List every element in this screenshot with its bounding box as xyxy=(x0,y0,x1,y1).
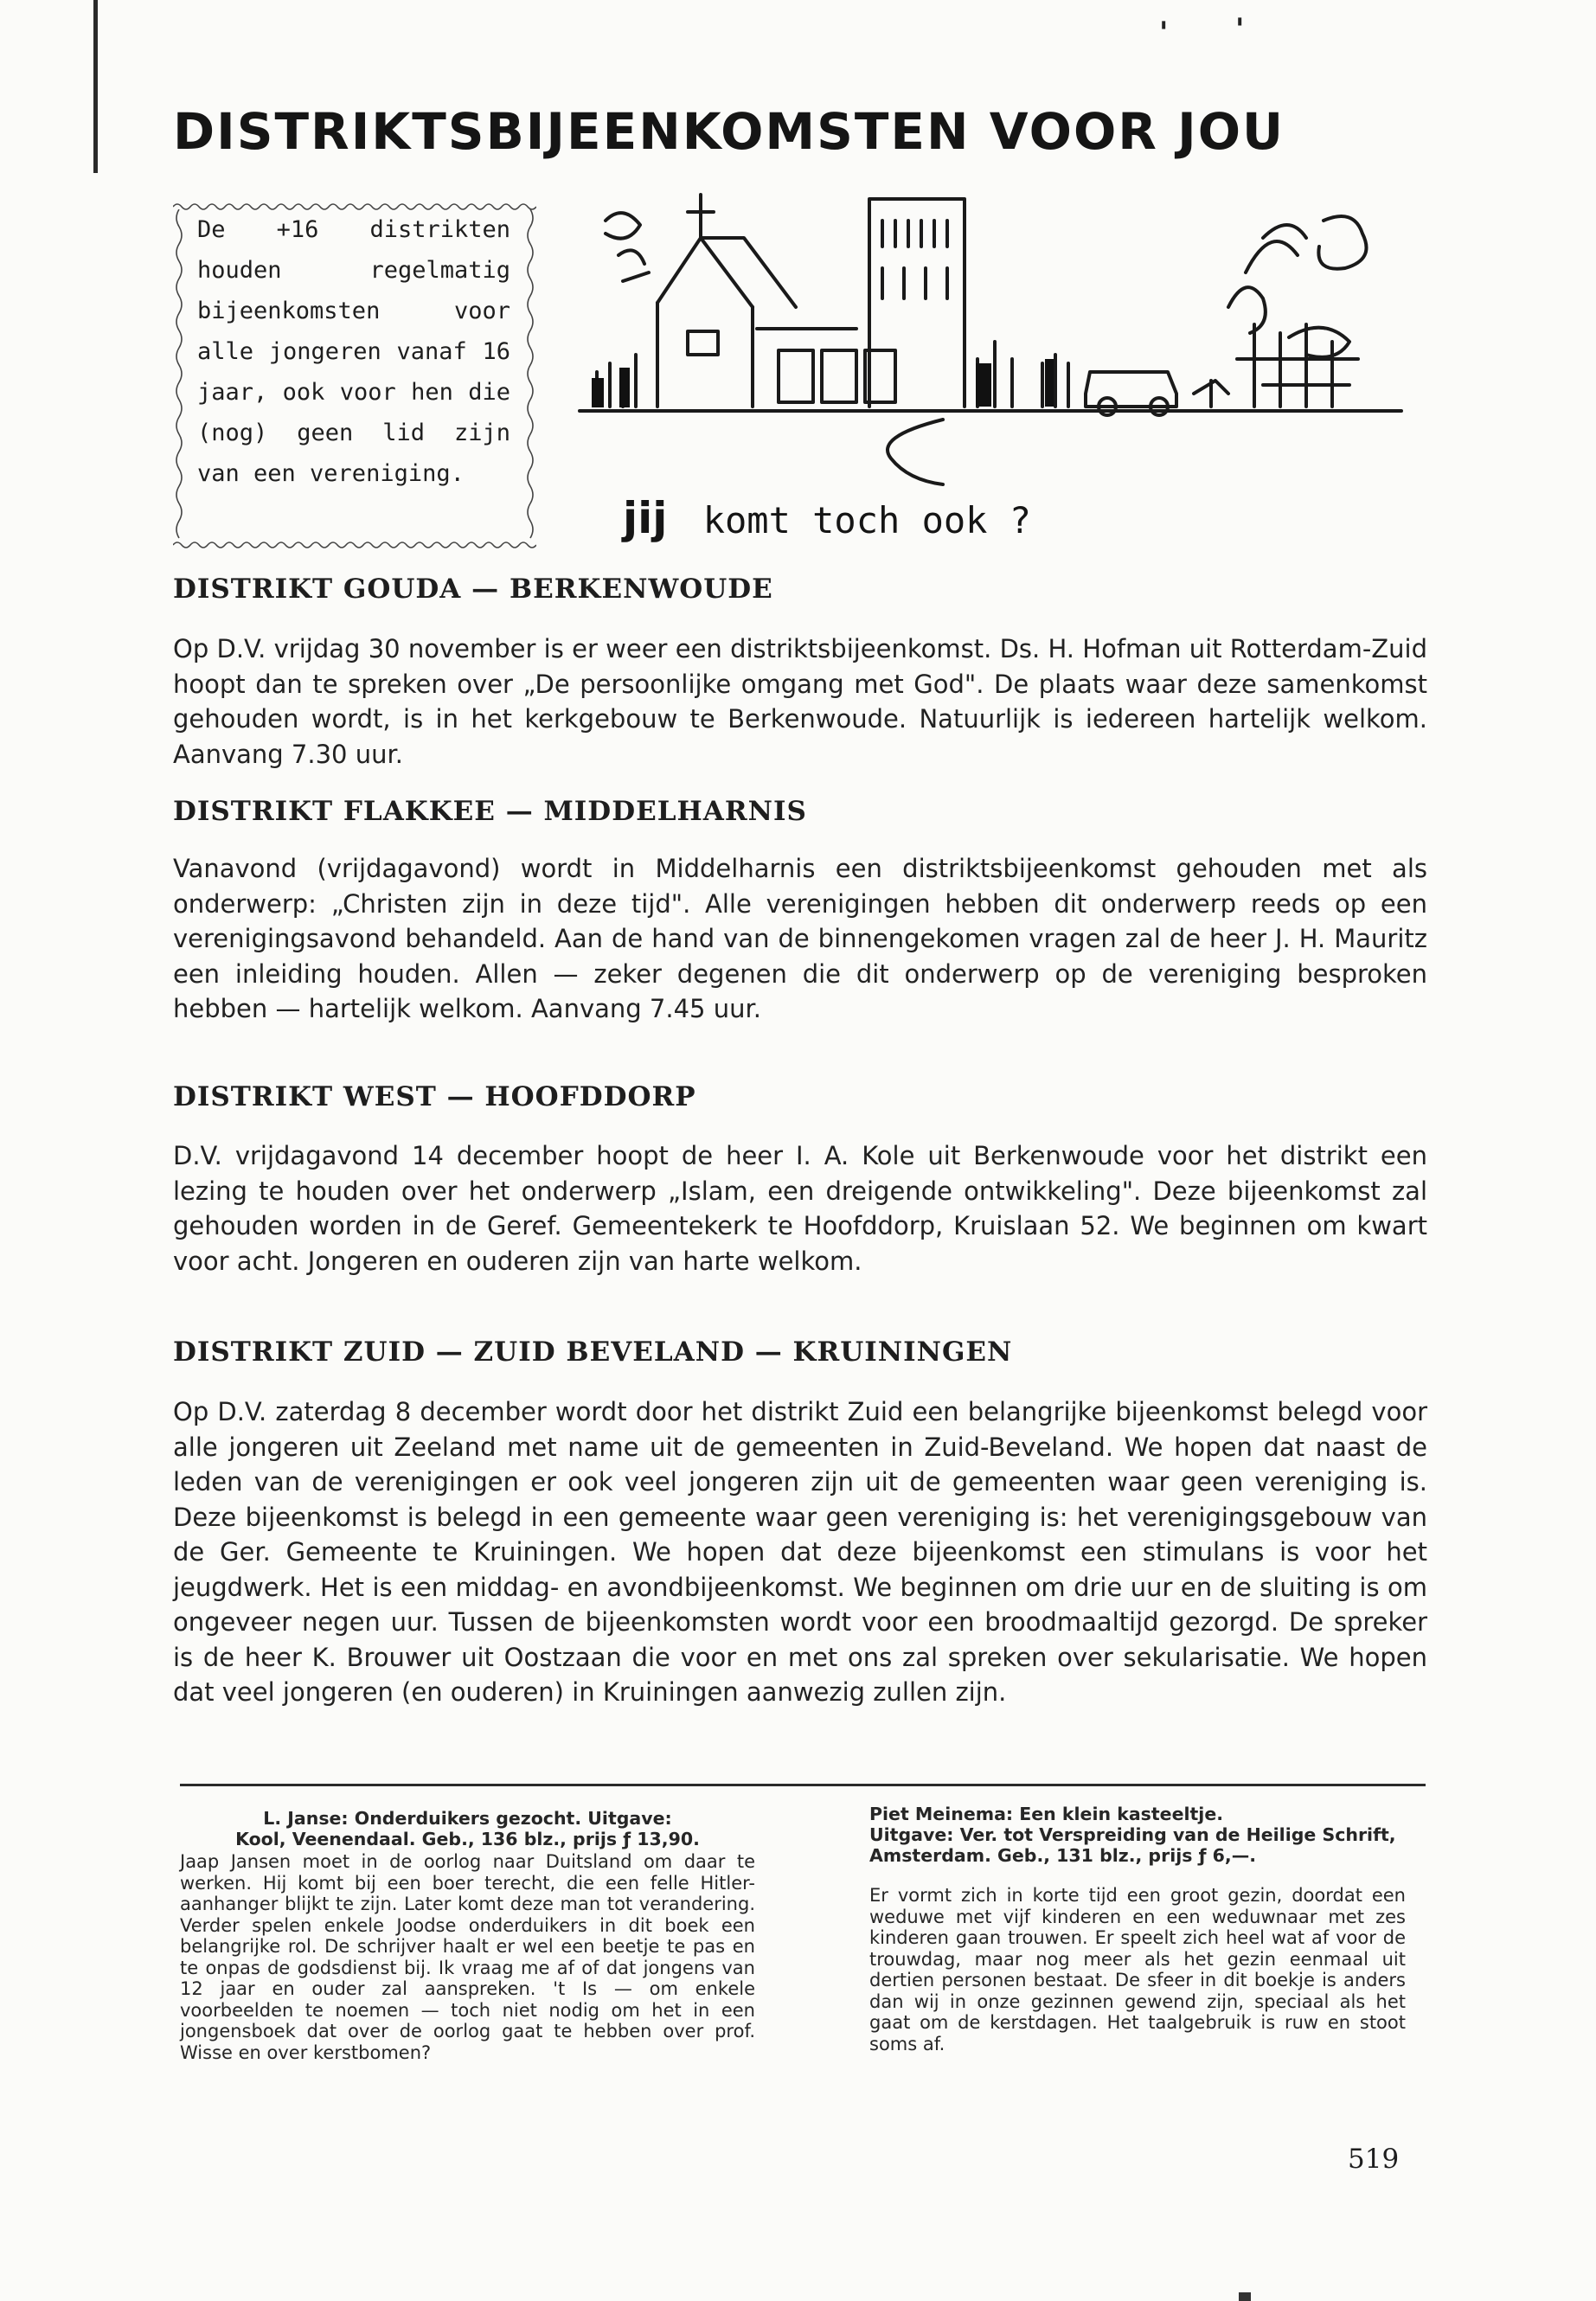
section-text-zuid: Op D.V. zaterdag 8 december wordt door het distrikt Zuid een belangrijke bijeenkomst belegd voor alle jongeren uit Zeeland met name uit de gemeenten in Zuid-Beveland. We hopen dat naast de leden van de verenigingen er ook veel jongeren zijn uit de gemeenten waar geen vereniging is. Deze bijeenkomst is belegd in een gemeente waar geen vereniging is: het verenigingsgebouw van de Ger. Gemeente te Kruiningen. We hopen dat deze bijeenkomst een stimulans is voor het jeugdwerk. Het is een middag- en avondbijeenkomst. We beginnen om drie uur en de sluiting is om ongeveer negen uur. Tussen de bijeenkomsten wordt voor een broodmaaltijd gezorgd. De spreker is de heer K. Brouwer uit Oostzaan die voor en met ons zal spreken over sekularisatie. We hopen dat veel jongeren (en ouderen) in Kruiningen aanwezig zullen zijn. xyxy=(173,1397,1427,1707)
illustration-caption xyxy=(623,493,1031,543)
illustration xyxy=(571,186,1410,541)
book-review-meinema xyxy=(869,1804,1406,2054)
review-heading xyxy=(180,1808,755,1849)
section-heading-gouda: DISTRIKT GOUDA — BERKENWOUDE xyxy=(173,574,773,605)
village-drawing xyxy=(571,186,1410,541)
intro-box xyxy=(173,201,536,551)
wavy-border-bottom xyxy=(173,539,536,551)
review-heading-line1: L. Janse: Onderduikers gezocht. Uitgave: xyxy=(263,1808,672,1829)
caption-rest: komt toch ook ? xyxy=(702,499,1032,542)
section-heading-west: DISTRIKT WEST — HOOFDDORP xyxy=(173,1081,696,1112)
intro-text: De +16 distrikten houden regelmatig bijeenkomsten voor alle jongeren vanaf 16 jaar, ook voor hen die (nog) geen lid zijn van een vereniging. xyxy=(197,216,510,487)
review-body: Er vormt zich in korte tijd een groot gezin, doordat een weduwe met vijf kinderen en een weduwnaar met zes kinderen gaan trouwen. Er speelt zich heel wat af voor de trouwdag, maar nog meer als het gezin eenmaal uit dertien personen bestaat. De sfeer in dit boekje is anders dan wij in onze gezinnen gewend zijn, speciaal als het gaat om de kerstdagen. Het taalgebruik is ruw en stoot soms af. xyxy=(869,1885,1406,2054)
section-text-flakkee: Vanavond (vrijdagavond) wordt in Middelharnis een distriktsbijeenkomst gehouden met als onderwerp: „Christen zijn in deze tijd". Alle verenigingen hebben dit onderwerp reeds op een verenigingsavond behandeld. Aan de hand van de binnengekomen vragen zal de heer J. H. Mauritz een inleiding houden. Allen — zeker degenen die dit onderwerp op de vereniging besproken hebben — hartelijk welkom. Aanvang 7.45 uur. xyxy=(173,854,1427,1023)
scan-mark-right: ' xyxy=(1235,12,1245,47)
section-text-west: D.V. vrijdagavond 14 december hoopt de heer I. A. Kole uit Berkenwoude voor het distrikt een lezing te houden over het onderwerp „Islam, een dreigende ontwikkeling". Deze bijeenkomst zal gehouden worden in de Geref. Gemeentekerk te Hoofddorp, Kruislaan 52. We beginnen om kwart voor acht. Jongeren en ouderen zijn van harte welkom. xyxy=(173,1141,1427,1276)
book-review-janse xyxy=(180,1808,755,2063)
review-heading-line2: Kool, Veenendaal. Geb., 136 blz., prijs ƒ 13,90. xyxy=(235,1829,700,1849)
review-body: Jaap Jansen moet in de oorlog naar Duitsland om daar te werken. Hij komt bij een boer terecht, die een felle Hitler-aanhanger blijkt te zijn. Later komt deze man tot verandering. Verder spelen enkele Joodse onderduikers in dit boek een belangrijke rol. De schrijver haalt er wel een beetje te pas en te onpas de godsdienst bij. Ik vraag me af of dat jongens van 12 jaar en ouder zal aanspreken. 't Is — om enkele voorbeelden te noemen — toch niet nodig om het in een jongensboek dat over de oorlog gaat te hebben over prof. Wisse en over kerstbomen? xyxy=(180,1851,755,2063)
section-text-gouda: Op D.V. vrijdag 30 november is er weer een distriktsbijeenkomst. Ds. H. Hofman uit Rotterdam-Zuid hoopt dan te spreken over „De persoonlijke omgang met God". De plaats waar deze samenkomst gehouden wordt, is in het kerkgebouw te Berkenwoude. Natuurlijk is iedereen hartelijk welkom. Aanvang 7.30 uur. xyxy=(173,634,1427,769)
scan-mark-bottom xyxy=(1239,2292,1251,2301)
review-heading xyxy=(869,1804,1406,1866)
review-heading-line2: Uitgave: Ver. tot Verspreiding van de Heilige Schrift, Amsterdam. Geb., 131 blz., prijs ƒ 6,—. xyxy=(869,1824,1396,1866)
divider-rule xyxy=(180,1784,1426,1786)
page-number: 519 xyxy=(1348,2144,1400,2175)
page-title: DISTRIKTSBIJEENKOMSTEN VOOR JOU xyxy=(173,102,1285,161)
section-heading-zuid: DISTRIKT ZUID — ZUID BEVELAND — KRUININGEN xyxy=(173,1336,1013,1368)
wavy-border-left xyxy=(173,209,185,542)
wavy-border-right xyxy=(524,209,536,542)
scan-edge-line xyxy=(93,0,98,173)
section-heading-flakkee: DISTRIKT FLAKKEE — MIDDELHARNIS xyxy=(173,796,807,827)
review-heading-line1: Piet Meinema: Een klein kasteeltje. xyxy=(869,1804,1224,1824)
caption-jij: jij xyxy=(623,493,668,543)
scan-mark-left: ' xyxy=(1159,16,1169,50)
